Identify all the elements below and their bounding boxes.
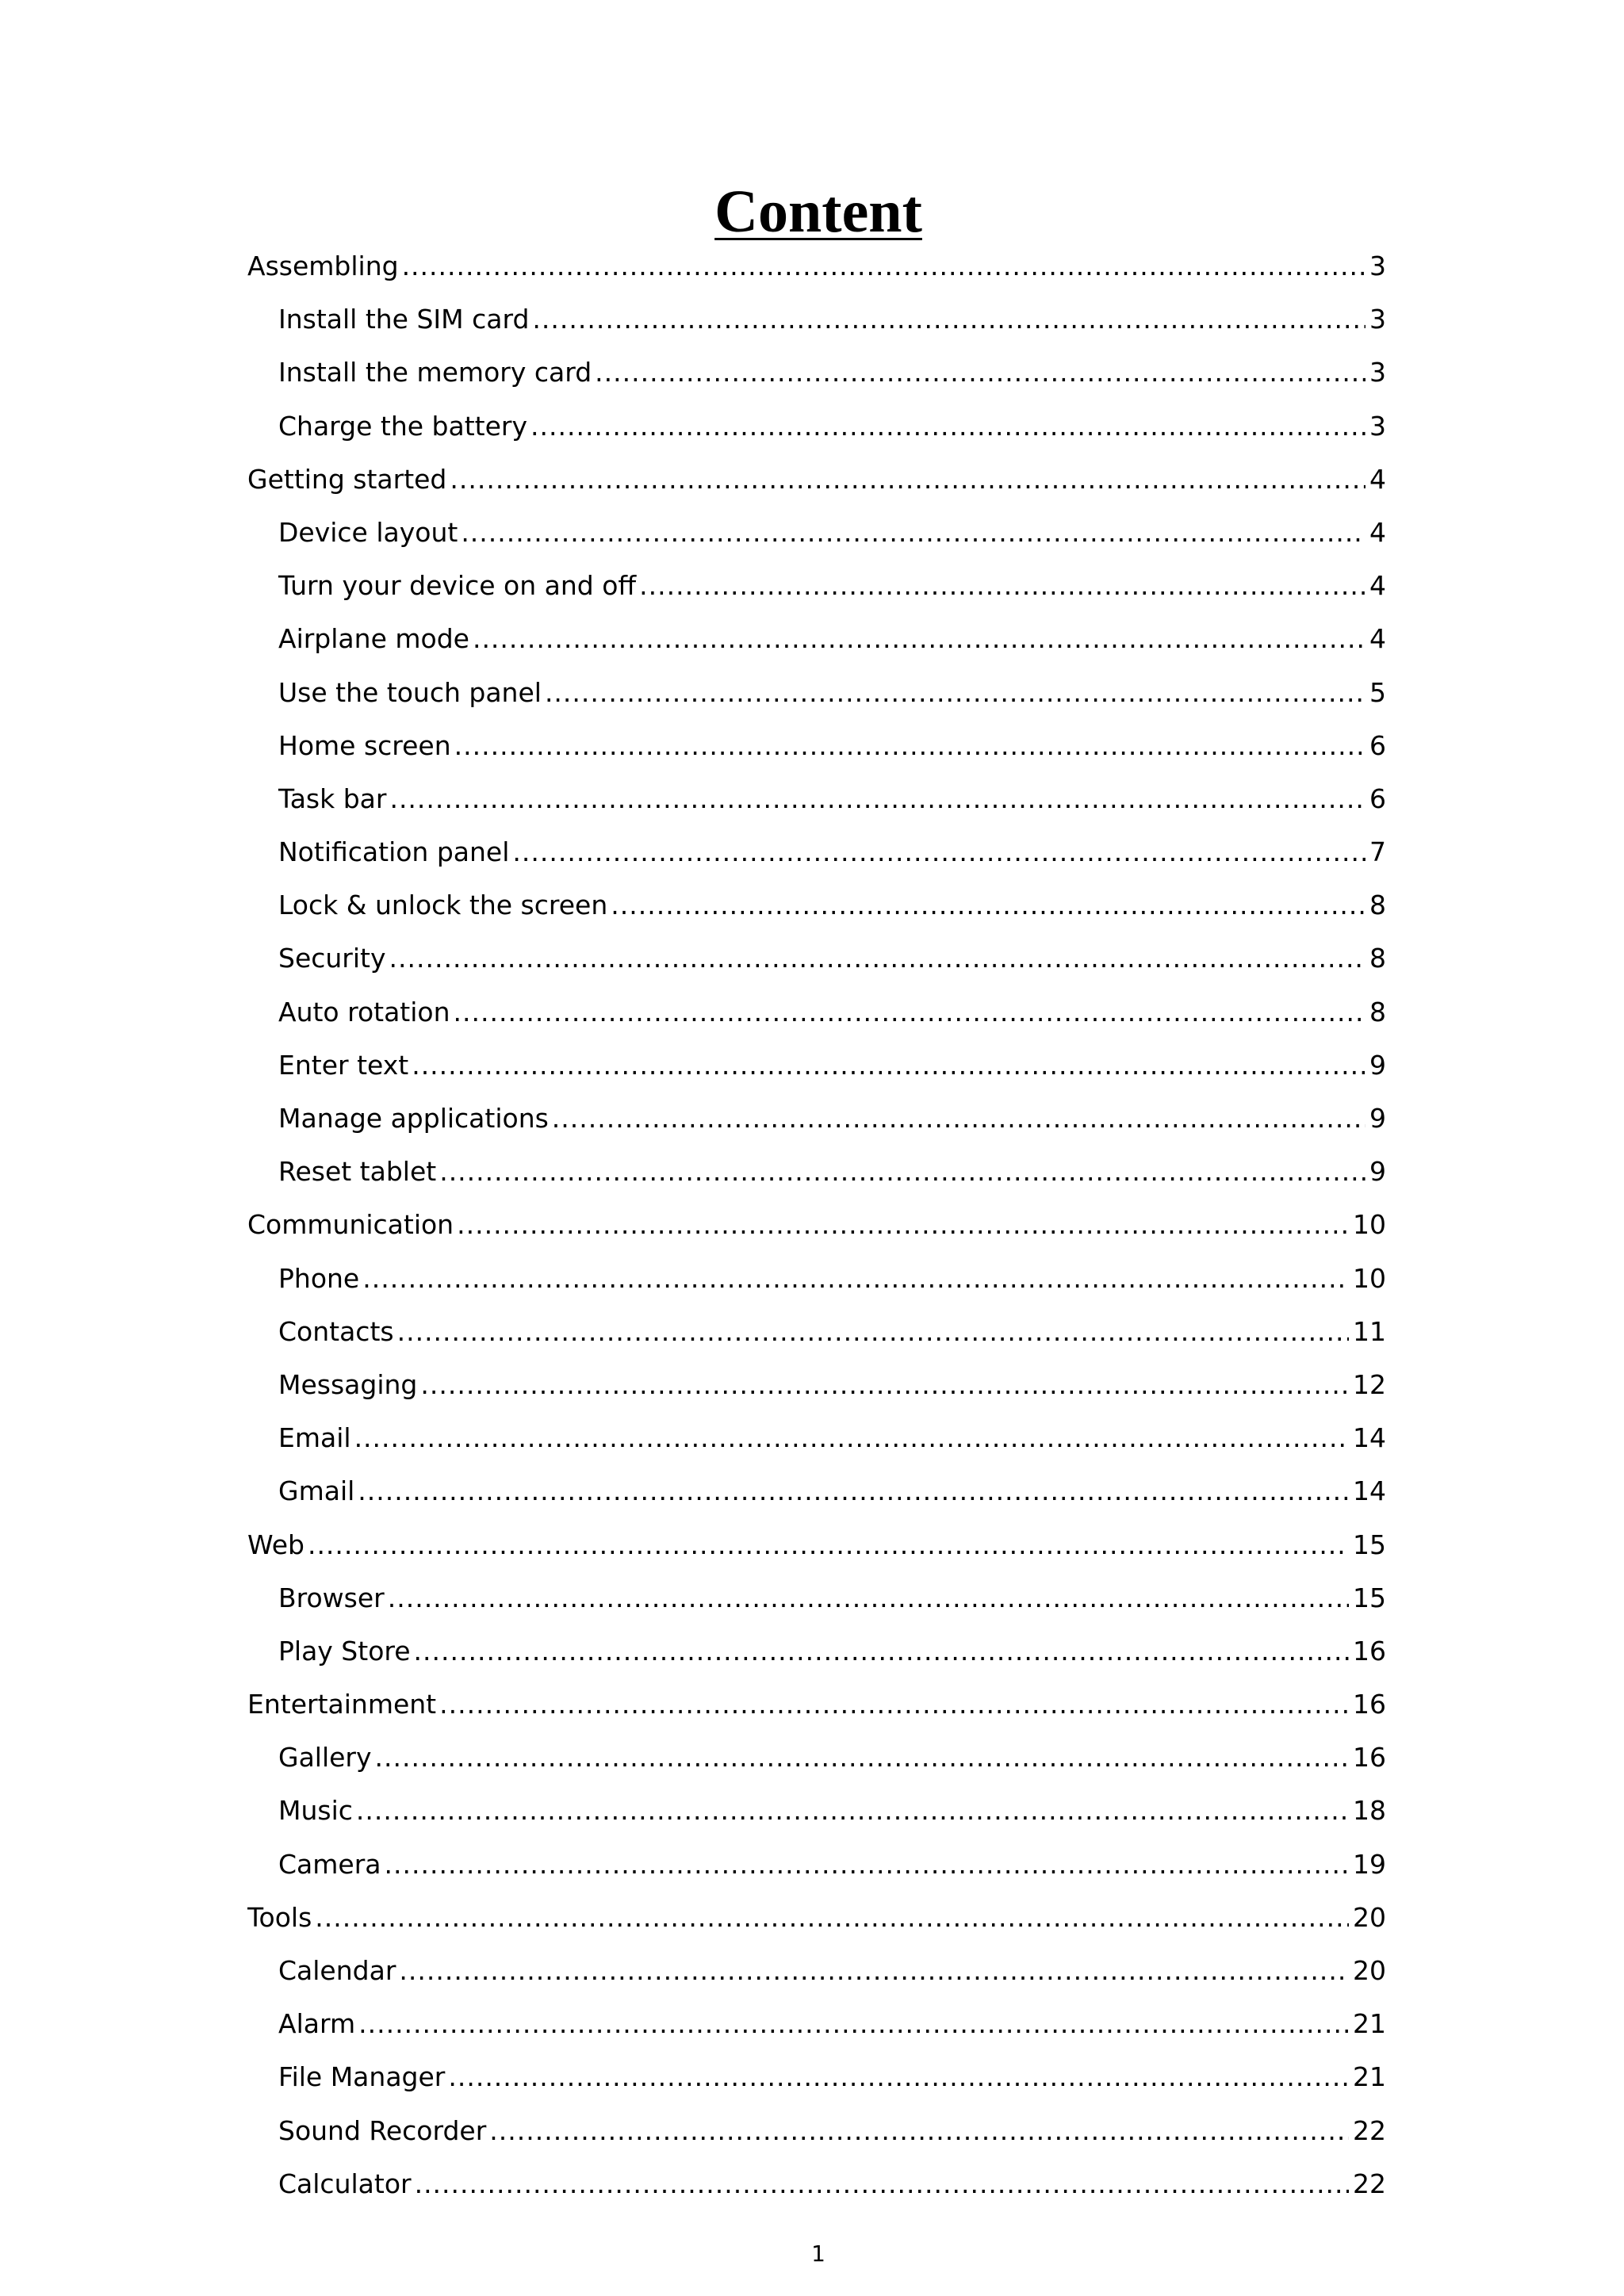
toc-entry[interactable] [247,2104,1386,2157]
toc-entry-page-number: 21 [1353,2008,1386,2040]
toc-entry-label: Music [278,1795,353,1827]
toc-entry[interactable] [247,1039,1386,1092]
toc-entry[interactable] [247,1518,1386,1571]
toc-entry[interactable] [247,1571,1386,1624]
toc-entry-label: Communication [247,1209,454,1241]
toc-entry-label: Device layout [278,516,458,548]
toc-entry-label: Home screen [278,729,451,761]
toc-entry[interactable] [247,1678,1386,1731]
dot-leader [595,346,1365,399]
dot-leader [389,772,1365,825]
dot-leader [450,453,1365,506]
toc-entry-label: Reset tablet [278,1156,437,1188]
dot-leader [439,1678,1349,1731]
toc-entry-page-number: 9 [1369,1103,1386,1134]
dot-leader [354,1411,1349,1464]
toc-entry[interactable] [247,612,1386,665]
toc-entry[interactable] [247,239,1386,293]
toc-entry[interactable] [247,1464,1386,1517]
toc-entry-label: Security [278,943,386,974]
toc-entry-label: Alarm [278,2008,356,2040]
toc-entry[interactable] [247,1891,1386,1944]
dot-leader [639,559,1365,612]
toc-entry[interactable] [247,1145,1386,1198]
toc-entry-page-number: 3 [1369,410,1386,442]
toc-entry-page-number: 11 [1353,1315,1386,1347]
toc-entry-label: Browser [278,1582,385,1613]
toc-entry[interactable] [247,506,1386,559]
toc-entry[interactable] [247,1624,1386,1678]
toc-entry[interactable] [247,1997,1386,2050]
toc-entry[interactable] [247,1092,1386,1145]
dot-leader [457,1198,1349,1251]
toc-entry-label: Task bar [278,783,387,814]
toc-entry-page-number: 20 [1353,1955,1386,1986]
toc-entry-page-number: 6 [1369,729,1386,761]
toc-entry-page-number: 3 [1369,357,1386,388]
toc-entry[interactable] [247,1411,1386,1464]
toc-entry-label: Manage applications [278,1103,549,1134]
toc-entry-label: Notification panel [278,836,510,868]
toc-entry-page-number: 4 [1369,516,1386,548]
toc-entry[interactable] [247,2050,1386,2103]
toc-entry[interactable] [247,1784,1386,1837]
dot-leader [420,1358,1349,1411]
dot-leader [489,2104,1349,2157]
dot-leader [461,506,1365,559]
toc-entry-label: Use the touch panel [278,676,542,708]
dot-leader [402,239,1365,293]
dot-leader [358,1464,1349,1517]
dot-leader [399,1944,1349,1997]
toc-entry-label: Turn your device on and off [278,570,637,602]
toc-entry-label: Web [247,1529,304,1560]
dot-leader [388,1571,1349,1624]
toc-entry[interactable] [247,1944,1386,1997]
toc-entry-page-number: 19 [1353,1848,1386,1880]
toc-entry[interactable] [247,825,1386,878]
toc-entry-label: Install the SIM card [278,304,530,335]
dot-leader [530,400,1365,453]
toc-entry-label: Messaging [278,1368,418,1400]
toc-entry-page-number: 6 [1369,783,1386,814]
toc-entry-page-number: 16 [1353,1635,1386,1667]
toc-entry-page-number: 22 [1353,2168,1386,2199]
toc-entry-page-number: 15 [1353,1529,1386,1560]
toc-entry-label: Install the memory card [278,357,592,388]
toc-entry-page-number: 4 [1369,623,1386,655]
toc-entry-page-number: 8 [1369,943,1386,974]
toc-entry-label: Camera [278,1848,381,1880]
toc-entry-page-number: 10 [1353,1262,1386,1294]
toc-entry-page-number: 14 [1353,1475,1386,1507]
toc-entry-label: Phone [278,1262,360,1294]
toc-entry-label: Airplane mode [278,623,469,655]
toc-entry-page-number: 3 [1369,251,1386,281]
dot-leader [545,666,1365,719]
toc-entry[interactable] [247,346,1386,399]
toc-entry-label: Getting started [247,463,447,495]
dot-leader [512,825,1365,878]
dot-leader [439,1145,1365,1198]
dot-leader [552,1092,1365,1145]
dot-leader [358,1997,1349,2050]
dot-leader [448,2050,1349,2103]
toc-entry-label: Assembling [247,251,399,281]
toc-entry-page-number: 15 [1353,1582,1386,1613]
toc-entry-label: Charge the battery [278,410,527,442]
dot-leader [362,1252,1349,1305]
toc-entry-label: Enter text [278,1049,409,1081]
toc-entry-label: Calculator [278,2168,412,2199]
toc-entry-page-number: 8 [1369,996,1386,1027]
page-number: 1 [811,2241,825,2267]
dot-leader [308,1518,1349,1571]
dot-leader [375,1731,1349,1784]
toc-entry[interactable] [247,666,1386,719]
toc-entry[interactable] [247,1305,1386,1358]
toc-entry[interactable] [247,1358,1386,1411]
toc-entry-page-number: 16 [1353,1742,1386,1774]
dot-leader [415,2157,1349,2210]
toc-entry-label: Entertainment [247,1689,437,1720]
toc-entry-label: Play Store [278,1635,411,1667]
toc-entry[interactable] [247,932,1386,985]
page-title: Content [714,178,922,245]
dot-leader [397,1305,1349,1358]
toc-entry-page-number: 10 [1353,1209,1386,1241]
toc-entry-page-number: 7 [1369,836,1386,868]
toc-entry-label: Gmail [278,1475,355,1507]
toc-entry-label: Lock & unlock the screen [278,890,608,921]
toc-entry[interactable] [247,1198,1386,1251]
toc-entry-label: Email [278,1422,351,1454]
dot-leader [389,932,1365,985]
toc-entry-label: Auto rotation [278,996,450,1027]
dot-leader [412,1039,1365,1092]
toc-entry-page-number: 9 [1369,1156,1386,1188]
toc-entry[interactable] [247,878,1386,932]
toc-entry-page-number: 4 [1369,463,1386,495]
toc-entry-label: Gallery [278,1742,372,1774]
dot-leader [356,1784,1349,1837]
dot-leader [315,1891,1349,1944]
toc-entry-label: Sound Recorder [278,2114,487,2146]
toc-entry[interactable] [247,400,1386,453]
toc-entry[interactable] [247,985,1386,1039]
toc-entry-page-number: 18 [1353,1795,1386,1827]
dot-leader [532,293,1365,346]
toc-entry[interactable] [247,1838,1386,1891]
toc-entry[interactable] [247,293,1386,346]
toc-entry-page-number: 4 [1369,570,1386,602]
toc-entry-page-number: 14 [1353,1422,1386,1454]
toc-entry-label: Contacts [278,1315,394,1347]
toc-entry[interactable] [247,772,1386,825]
dot-leader [454,985,1365,1039]
dot-leader [473,612,1365,665]
toc-entry[interactable] [247,453,1386,506]
toc-entry[interactable] [247,2157,1386,2210]
dot-leader [385,1838,1349,1891]
dot-leader [611,878,1365,932]
toc-entry-page-number: 20 [1353,1901,1386,1933]
toc-entry-page-number: 9 [1369,1049,1386,1081]
toc-entry-page-number: 16 [1353,1689,1386,1720]
toc-entry-page-number: 5 [1369,676,1386,708]
toc-entry-label: Calendar [278,1955,396,1986]
table-of-contents [247,239,1386,2210]
dot-leader [454,719,1365,772]
toc-entry-page-number: 12 [1353,1368,1386,1400]
toc-entry[interactable] [247,1731,1386,1784]
toc-entry-label: File Manager [278,2061,446,2093]
toc-entry[interactable] [247,559,1386,612]
toc-entry-page-number: 22 [1353,2114,1386,2146]
toc-entry[interactable] [247,719,1386,772]
toc-entry-page-number: 8 [1369,890,1386,921]
dot-leader [414,1624,1349,1678]
toc-entry-page-number: 21 [1353,2061,1386,2093]
toc-entry-page-number: 3 [1369,304,1386,335]
toc-entry[interactable] [247,1252,1386,1305]
toc-entry-label: Tools [247,1901,312,1933]
